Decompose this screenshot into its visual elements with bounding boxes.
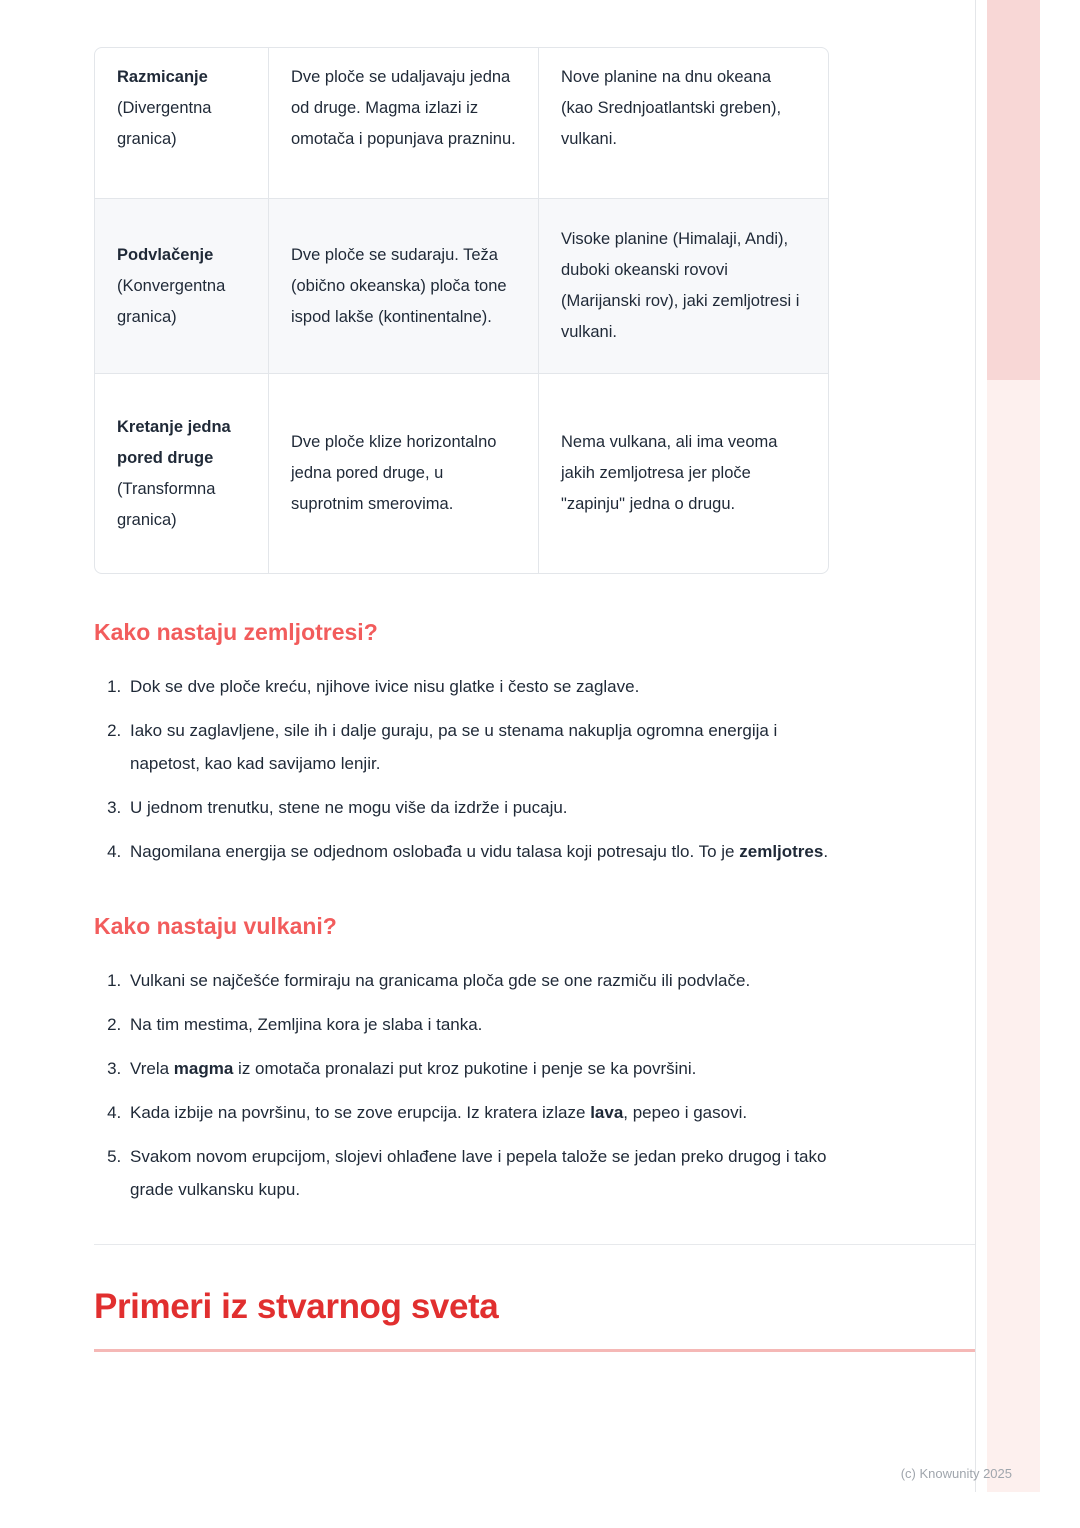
boundary-term-qualifier: (Konvergentna granica): [117, 276, 226, 326]
list-item: 2. Iako su zaglavljene, sile ih i dalje guraju, pa se u stenama nakuplja ogromna energija i napetost, kao kad savijamo lenjir.: [126, 714, 830, 780]
boundary-description-cell: Dve ploče klize horizontalno jedna pored druge, u suprotnim smerovima.: [268, 373, 538, 573]
section-heading-volcanoes: Kako nastaju vulkani?: [94, 913, 337, 939]
boundary-result-cell: Nema vulkana, ali ima veoma jakih zemljotresa jer ploče "zapinju" jedna o drugu.: [538, 373, 828, 573]
document-page-content: [94, 0, 834, 1352]
list-item: 3. Vrela magma iz omotača pronalazi put kroz pukotine i penje se ka površini.: [126, 1052, 830, 1085]
boundary-term-qualifier: (Transformna granica): [117, 479, 216, 529]
earthquake-steps-list: [94, 670, 830, 868]
list-item: 1. Vulkani se najčešće formiraju na granicama ploča gde se one razmiču ili podvlače.: [126, 964, 830, 997]
volcano-steps-list: [94, 964, 830, 1206]
table-row-convergent: [95, 198, 828, 373]
page-title: Primeri iz stvarnog sveta: [94, 1287, 499, 1326]
boundary-term-qualifier: (Divergentna granica): [117, 99, 212, 148]
scrollbar-thumb[interactable]: [987, 0, 1040, 380]
list-item: 1. Dok se dve ploče kreću, njihove ivice nisu glatke i često se zaglave.: [126, 670, 830, 703]
title-underline: [94, 1349, 975, 1352]
plate-boundaries-table: [94, 47, 829, 574]
boundary-term: Podvlačenje: [117, 245, 214, 264]
list-item: 5. Svakom novom erupcijom, slojevi ohlađene lave i pepela talože se jedan preko drugog i tako grade vulkansku kupu.: [126, 1140, 830, 1206]
section-divider: [94, 1244, 975, 1245]
boundary-description-cell: Dve ploče se sudaraju. Teža (obično okeanska) ploča tone ispod lakše (kontinentalne).: [268, 198, 538, 373]
boundary-term: Kretanje jedna pored druge: [117, 417, 231, 467]
list-item: 4. Nagomilana energija se odjednom oslobađa u vidu talasa koji potresaju tlo. To je zemljotres.: [126, 835, 830, 868]
boundary-term-cell: [95, 198, 268, 373]
boundary-result-cell: Visoke planine (Himalaji, Andi), duboki okeanski rovovi (Marijanski rov), jaki zemljotresi i vulkani.: [538, 198, 828, 373]
table-row-divergent: [95, 48, 828, 198]
boundary-term-cell: [95, 48, 268, 198]
boundary-term-cell: [95, 373, 268, 573]
list-item: 2. Na tim mestima, Zemljina kora je slaba i tanka.: [126, 1008, 830, 1041]
page-edge-line: [975, 0, 976, 1492]
list-item: 4. Kada izbije na površinu, to se zove erupcija. Iz kratera izlaze lava, pepeo i gasovi.: [126, 1096, 830, 1129]
table-row-transform: [95, 373, 828, 573]
boundary-term: Razmicanje: [117, 68, 208, 86]
copyright-watermark: (c) Knowunity 2025: [900, 1466, 1012, 1481]
list-item: 3. U jednom trenutku, stene ne mogu više da izdrže i pucaju.: [126, 791, 830, 824]
boundary-result-cell: Nove planine na dnu okeana (kao Srednjoatlantski greben), vulkani.: [538, 48, 828, 198]
section-heading-earthquakes: Kako nastaju zemljotresi?: [94, 619, 378, 645]
boundary-description-cell: Dve ploče se udaljavaju jedna od druge. Magma izlazi iz omotača i popunjava prazninu.: [268, 48, 538, 198]
